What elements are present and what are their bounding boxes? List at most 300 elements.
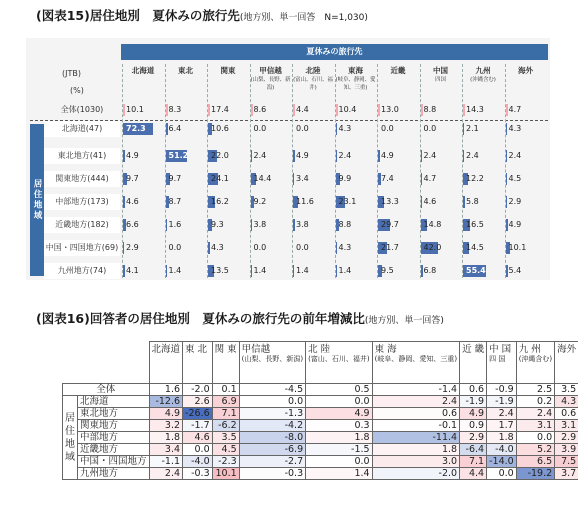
t15-cell bbox=[292, 217, 334, 233]
t15-cell bbox=[165, 194, 207, 210]
percent-unit-label: (%) bbox=[70, 86, 84, 95]
t15-col-header bbox=[505, 64, 547, 96]
t15-value: 9.9 bbox=[338, 174, 352, 183]
t15-col-header-main: 海外 bbox=[518, 66, 533, 75]
t15-cell bbox=[122, 217, 164, 233]
t16-cell: 0.0 bbox=[487, 468, 517, 480]
t15-value: 5.8 bbox=[466, 197, 479, 206]
table15-title-main: (図表15)居住地別 夏休みの旅行先 bbox=[36, 8, 240, 23]
table15-title bbox=[36, 6, 368, 24]
t15-value: 4.9 bbox=[126, 151, 139, 160]
t15-cell bbox=[207, 194, 249, 210]
t16-row bbox=[63, 456, 578, 468]
t15-value: 4.3 bbox=[338, 124, 352, 133]
t15-cell bbox=[377, 240, 419, 256]
t15-value: 2.4 bbox=[338, 151, 352, 160]
t16-row bbox=[63, 432, 578, 444]
t15-value: 6.6 bbox=[126, 220, 139, 229]
t15-cell bbox=[165, 217, 207, 233]
t15-value-bar bbox=[251, 265, 252, 277]
t15-value: 16.2 bbox=[211, 197, 229, 206]
t15-col-header-sub: (岐阜、静岡、愛知、三重) bbox=[335, 77, 376, 91]
t16-cell: 3.5 bbox=[212, 432, 239, 444]
t15-value: 4.3 bbox=[508, 124, 522, 133]
t15-cell bbox=[250, 171, 292, 187]
t16-col-header bbox=[516, 342, 554, 384]
t15-value: 72.3 bbox=[126, 124, 146, 133]
table16-title-main: (図表16)回答者の居住地別 夏休みの旅行先の前年増減比 bbox=[36, 311, 365, 326]
t16-col-header-main: 中 国 bbox=[489, 344, 512, 355]
t15-value: 10.6 bbox=[211, 124, 229, 133]
t16-cell: 0.1 bbox=[212, 384, 239, 396]
t15-cell bbox=[250, 217, 292, 233]
t16-row-label: 東北地方 bbox=[78, 408, 150, 420]
t16-col-header bbox=[555, 342, 578, 384]
t15-cell bbox=[420, 121, 462, 137]
t15-cell bbox=[505, 148, 547, 164]
t16-col-header bbox=[239, 342, 305, 384]
t15-value-bar bbox=[123, 150, 125, 162]
t16-cell: 7.1 bbox=[212, 408, 239, 420]
t15-value: 11.6 bbox=[296, 197, 314, 206]
t15-cell bbox=[292, 148, 334, 164]
t16-cell: -6.2 bbox=[212, 420, 239, 432]
t15-value: 17.4 bbox=[211, 105, 229, 114]
t16-row bbox=[63, 384, 578, 396]
t16-corner bbox=[63, 342, 150, 384]
t15-cell bbox=[505, 217, 547, 233]
t15-cell bbox=[420, 263, 462, 279]
t15-value-bar bbox=[463, 150, 464, 162]
t16-cell: 0.3 bbox=[306, 420, 372, 432]
t16-cell: 10.1 bbox=[212, 468, 239, 480]
t16-col-header-main: 甲信越 bbox=[241, 344, 271, 355]
t15-col-header bbox=[165, 64, 207, 96]
t15-cell bbox=[462, 121, 504, 137]
t15-value: 7.4 bbox=[381, 174, 394, 183]
t16-col-header bbox=[212, 342, 239, 384]
t15-value: 3.8 bbox=[253, 220, 267, 229]
t16-cell: 0.9 bbox=[460, 420, 487, 432]
t15-col-header-main: 北海道 bbox=[131, 66, 155, 75]
t15-cell bbox=[377, 194, 419, 210]
t15-value: 22.0 bbox=[211, 151, 229, 160]
t16-cell: 1.8 bbox=[306, 432, 372, 444]
t15-value: 51.2 bbox=[168, 151, 189, 160]
t15-value-bar bbox=[463, 123, 464, 135]
t16-cell: -0.3 bbox=[183, 468, 213, 480]
t16-cell: 1.8 bbox=[372, 444, 459, 456]
t16-col-header-main: 北海道 bbox=[151, 344, 181, 355]
t16-group-label: 居 住 地 域 bbox=[63, 396, 78, 480]
t16-cell: -1.9 bbox=[487, 396, 517, 408]
t15-value: 2.9 bbox=[508, 197, 522, 206]
t15-value: 14.3 bbox=[466, 105, 484, 114]
t15-value-bar bbox=[293, 219, 295, 231]
t15-value: 29.7 bbox=[381, 220, 399, 229]
t15-cell bbox=[505, 240, 547, 256]
t15-cell bbox=[292, 194, 334, 210]
t15-value: 10.1 bbox=[126, 105, 144, 114]
t15-cell bbox=[122, 171, 164, 187]
t15-col-header-main: 甲信越 bbox=[259, 66, 282, 75]
t16-cell: 2.4 bbox=[372, 396, 459, 408]
t16-row-label: 全体 bbox=[63, 384, 150, 396]
t15-value: 4.3 bbox=[338, 243, 352, 252]
t15-cell bbox=[250, 240, 292, 256]
t16-cell: 6.9 bbox=[212, 396, 239, 408]
t15-value: 1.4 bbox=[296, 266, 309, 275]
t16-col-header-sub: 四 国 bbox=[489, 355, 506, 363]
t15-cell bbox=[505, 171, 547, 187]
t16-row bbox=[63, 420, 578, 432]
table16-title bbox=[36, 309, 444, 327]
t15-value: 4.3 bbox=[211, 243, 224, 252]
t15-col-header-sub: (沖縄含む) bbox=[470, 77, 496, 83]
t16-cell: 1.4 bbox=[306, 468, 372, 480]
t15-value-bar bbox=[123, 242, 124, 254]
t15-value-bar bbox=[506, 104, 508, 116]
destination-band-header: 夏休みの旅行先 bbox=[121, 44, 548, 60]
t15-value: 4.9 bbox=[296, 151, 309, 160]
t15-cell bbox=[207, 171, 249, 187]
t16-cell: -6.9 bbox=[239, 444, 305, 456]
t16-cell: 4.9 bbox=[306, 408, 372, 420]
t15-value: 2.4 bbox=[466, 151, 479, 160]
t15-value: 2.4 bbox=[253, 151, 267, 160]
t15-value: 6.4 bbox=[168, 124, 182, 133]
table16-title-sub: (地方別、単一回答) bbox=[364, 316, 444, 326]
t16-col-header-sub: (富山、石川、福井) bbox=[308, 355, 370, 363]
t15-cell bbox=[462, 240, 504, 256]
t15-value-bar bbox=[336, 150, 337, 162]
t15-value-bar bbox=[506, 196, 507, 208]
t15-col-header bbox=[335, 64, 377, 96]
t15-cell bbox=[420, 148, 462, 164]
t15-cell bbox=[250, 263, 292, 279]
t16-cell: 1.6 bbox=[149, 384, 183, 396]
table15-panel bbox=[26, 38, 550, 280]
t15-value: 2.4 bbox=[423, 151, 437, 160]
t15-value: 14.8 bbox=[423, 220, 442, 229]
jtb-label: (JTB) bbox=[62, 69, 81, 78]
t15-col-header-sub: (富山、石川、福井) bbox=[293, 77, 333, 91]
t16-cell: -4.0 bbox=[487, 444, 517, 456]
t15-value: 2.9 bbox=[126, 243, 139, 252]
t15-row-label: 中部地方(173) bbox=[44, 194, 120, 210]
t16-col-header-main: 海外 bbox=[557, 344, 577, 355]
t16-col-header-sub: (沖縄含む) bbox=[518, 355, 553, 363]
t16-col-header-main: 関 東 bbox=[214, 344, 237, 355]
t15-col-header-sub: 四国 bbox=[435, 77, 446, 83]
t16-col-header-main: 東 海 bbox=[374, 344, 397, 355]
t16-col-header-main: 近 畿 bbox=[462, 344, 485, 355]
t15-cell bbox=[505, 263, 547, 279]
t16-cell: 2.4 bbox=[487, 408, 517, 420]
t15-col-header-main: 東海 bbox=[348, 66, 363, 75]
t16-cell: 4.5 bbox=[212, 444, 239, 456]
t15-value: 4.9 bbox=[381, 151, 394, 160]
t15-cell bbox=[335, 240, 377, 256]
t16-row-label: 関東地方 bbox=[78, 420, 150, 432]
t15-value: 9.7 bbox=[168, 174, 182, 183]
t16-col-header-main: 東 北 bbox=[185, 344, 208, 355]
t15-value-bar bbox=[336, 265, 337, 277]
t16-cell: -26.6 bbox=[183, 408, 213, 420]
t16-cell: 2.4 bbox=[516, 408, 554, 420]
t15-value: 4.1 bbox=[126, 266, 139, 275]
t15-cell bbox=[207, 240, 249, 256]
t15-col-header bbox=[122, 64, 164, 96]
t15-col-header bbox=[377, 64, 419, 96]
t16-cell: 3.2 bbox=[149, 420, 183, 432]
t15-value-bar bbox=[123, 196, 125, 208]
t15-cell bbox=[292, 121, 334, 137]
t16-cell: 0.0 bbox=[183, 444, 213, 456]
yoy-change-table bbox=[62, 341, 578, 480]
t16-cell: -1.1 bbox=[149, 456, 183, 468]
t15-cell bbox=[165, 240, 207, 256]
t15-value-bar bbox=[166, 104, 168, 116]
t15-cell bbox=[207, 148, 249, 164]
t15-cell bbox=[292, 240, 334, 256]
t15-cell bbox=[505, 194, 547, 210]
t16-cell: 0.6 bbox=[372, 408, 459, 420]
t15-cell bbox=[462, 217, 504, 233]
t15-value-bar bbox=[251, 219, 253, 231]
t15-value-bar bbox=[463, 104, 465, 116]
t15-cell bbox=[335, 217, 377, 233]
t15-value-bar bbox=[506, 123, 508, 135]
t15-cell bbox=[335, 102, 377, 118]
t16-cell: 0.0 bbox=[306, 396, 372, 408]
t15-value-bar bbox=[421, 196, 423, 208]
t15-row-label: 中国・四国地方(69) bbox=[44, 240, 120, 256]
t15-cell bbox=[250, 148, 292, 164]
t16-col-header-main: 九 州 bbox=[518, 344, 541, 355]
t15-value: 0.0 bbox=[296, 243, 309, 252]
t15-value-bar bbox=[336, 104, 338, 116]
t15-cell bbox=[122, 194, 164, 210]
t16-cell: -1.4 bbox=[372, 384, 459, 396]
t15-cell bbox=[377, 171, 419, 187]
t15-value-bar bbox=[208, 242, 210, 254]
t15-value: 0.0 bbox=[168, 243, 182, 252]
t16-cell: 7.5 bbox=[555, 456, 578, 468]
t15-value: 8.7 bbox=[168, 197, 182, 206]
t16-cell: 3.4 bbox=[149, 444, 183, 456]
t15-value: 21.7 bbox=[381, 243, 399, 252]
t16-cell: 2.9 bbox=[555, 432, 578, 444]
t16-cell: -2.7 bbox=[239, 456, 305, 468]
t15-value: 1.6 bbox=[168, 220, 182, 229]
t15-value: 2.4 bbox=[508, 151, 522, 160]
t15-cell bbox=[462, 171, 504, 187]
t16-cell: 1.7 bbox=[487, 420, 517, 432]
t15-cell bbox=[335, 194, 377, 210]
t15-cell bbox=[122, 263, 164, 279]
t15-value-bar bbox=[506, 173, 508, 185]
t15-value: 0.0 bbox=[423, 124, 437, 133]
t15-cell bbox=[207, 121, 249, 137]
t15-cell bbox=[122, 102, 164, 118]
t16-cell: -11.4 bbox=[372, 432, 459, 444]
t15-value: 23.1 bbox=[338, 197, 357, 206]
t15-value: 42.0 bbox=[423, 243, 442, 252]
t16-cell: -8.0 bbox=[239, 432, 305, 444]
t15-value: 8.6 bbox=[253, 105, 267, 114]
t15-cell bbox=[292, 171, 334, 187]
t15-cell bbox=[207, 217, 249, 233]
t15-cell bbox=[335, 148, 377, 164]
t15-value: 9.3 bbox=[211, 220, 224, 229]
t15-cell bbox=[420, 217, 462, 233]
t15-cell bbox=[292, 102, 334, 118]
t15-value-bar bbox=[123, 104, 125, 116]
t15-cell bbox=[377, 263, 419, 279]
t15-value-bar bbox=[336, 242, 338, 254]
t15-col-header bbox=[250, 64, 292, 96]
t16-col-header bbox=[487, 342, 517, 384]
t16-cell: -12.6 bbox=[149, 396, 183, 408]
t15-cell bbox=[377, 102, 419, 118]
t15-cell bbox=[462, 263, 504, 279]
t15-cell bbox=[250, 102, 292, 118]
t15-value-bar bbox=[421, 173, 423, 185]
t15-cell bbox=[292, 263, 334, 279]
t16-row bbox=[63, 396, 578, 408]
t16-cell: 3.5 bbox=[555, 384, 578, 396]
t15-row-label: 近畿地方(182) bbox=[44, 217, 120, 233]
t15-value: 10.1 bbox=[508, 243, 527, 252]
residence-region-group-label: 居住地域 bbox=[30, 124, 44, 276]
t16-cell: -14.0 bbox=[487, 456, 517, 468]
t15-value: 10.4 bbox=[338, 105, 357, 114]
t15-value-bar bbox=[506, 150, 507, 162]
t15-value-bar bbox=[378, 104, 380, 116]
t15-col-header-main: 東北 bbox=[178, 66, 193, 75]
t15-value: 14.4 bbox=[253, 174, 272, 183]
t16-col-header bbox=[149, 342, 183, 384]
t15-value: 55.4 bbox=[466, 266, 486, 275]
t15-col-header bbox=[207, 64, 249, 96]
t16-cell: 3.1 bbox=[516, 420, 554, 432]
t15-value: 4.9 bbox=[508, 220, 522, 229]
t15-col-header-main: 近畿 bbox=[390, 66, 406, 75]
t15-value: 1.4 bbox=[253, 266, 267, 275]
t15-col-header bbox=[420, 64, 462, 96]
t15-value: 13.0 bbox=[381, 105, 399, 114]
t15-value-bar bbox=[336, 123, 338, 135]
t16-cell: 3.9 bbox=[555, 444, 578, 456]
t15-value-bar bbox=[166, 219, 167, 231]
t15-value: 13.5 bbox=[211, 266, 229, 275]
t16-row-label: 北海道 bbox=[78, 396, 150, 408]
t15-row-label: 全体(1030) bbox=[60, 105, 104, 114]
t16-cell: 1.8 bbox=[487, 432, 517, 444]
t15-value: 1.4 bbox=[168, 266, 182, 275]
t16-row bbox=[63, 468, 578, 480]
t15-value: 16.5 bbox=[466, 220, 484, 229]
t16-cell: -4.5 bbox=[239, 384, 305, 396]
t16-cell: -0.9 bbox=[487, 384, 517, 396]
t16-col-header bbox=[372, 342, 459, 384]
t16-cell: 0.0 bbox=[306, 456, 372, 468]
t15-value: 0.0 bbox=[253, 243, 267, 252]
t15-cell bbox=[335, 121, 377, 137]
t15-value: 13.3 bbox=[381, 197, 399, 206]
t15-cell bbox=[165, 121, 207, 137]
t15-value-bar bbox=[251, 150, 252, 162]
t15-cell bbox=[250, 121, 292, 137]
t16-row-label: 九州地方 bbox=[78, 468, 150, 480]
t16-cell: -0.3 bbox=[239, 468, 305, 480]
t16-cell: 0.6 bbox=[555, 408, 578, 420]
t16-cell: 5.2 bbox=[516, 444, 554, 456]
t15-col-header-sub: (山梨、長野、新潟) bbox=[250, 77, 291, 91]
t15-value-bar bbox=[506, 219, 508, 231]
t15-value-bar bbox=[421, 104, 423, 116]
t16-cell: 6.5 bbox=[516, 456, 554, 468]
t15-cell bbox=[462, 148, 504, 164]
t15-value: 5.4 bbox=[508, 266, 522, 275]
t16-col-header-sub: (山梨、長野、新潟) bbox=[241, 355, 304, 363]
t15-value: 2.1 bbox=[466, 124, 479, 133]
t16-cell: 4.4 bbox=[460, 468, 487, 480]
t16-cell: 3.1 bbox=[555, 420, 578, 432]
t15-value: 4.5 bbox=[508, 174, 522, 183]
t15-value: 4.6 bbox=[126, 197, 139, 206]
t16-cell: 4.9 bbox=[149, 408, 183, 420]
t15-col-header-main: 九州 bbox=[475, 66, 491, 75]
t16-row bbox=[63, 408, 578, 420]
t15-value: 1.4 bbox=[338, 266, 352, 275]
t15-value: 4.7 bbox=[508, 105, 522, 114]
t16-cell: -2.0 bbox=[183, 384, 213, 396]
t16-cell: -4.0 bbox=[183, 456, 213, 468]
t15-cell bbox=[335, 171, 377, 187]
t16-cell: 2.9 bbox=[460, 432, 487, 444]
t16-row-label: 中国・四国地方 bbox=[78, 456, 150, 468]
t15-cell bbox=[122, 148, 164, 164]
t15-cell bbox=[122, 240, 164, 256]
t16-cell: 7.1 bbox=[460, 456, 487, 468]
t16-cell: 4.3 bbox=[555, 396, 578, 408]
t16-cell: 0.5 bbox=[306, 384, 372, 396]
t15-cell bbox=[165, 102, 207, 118]
t16-cell: 3.7 bbox=[555, 468, 578, 480]
t15-cell bbox=[207, 102, 249, 118]
t15-value: 3.4 bbox=[296, 174, 309, 183]
t15-value: 9.7 bbox=[126, 174, 139, 183]
table16-panel bbox=[62, 341, 578, 480]
t15-value-bar bbox=[293, 265, 294, 277]
t15-value: 0.0 bbox=[296, 124, 309, 133]
t16-cell: 0.0 bbox=[239, 396, 305, 408]
table15-title-sub: (地方別、単一回答 N=1,030) bbox=[239, 13, 368, 23]
t16-cell: 2.5 bbox=[516, 384, 554, 396]
t15-cell bbox=[165, 171, 207, 187]
t16-cell: 4.9 bbox=[460, 408, 487, 420]
t15-value-bar bbox=[251, 104, 253, 116]
t15-value-bar bbox=[378, 150, 380, 162]
t15-value: 9.5 bbox=[381, 266, 394, 275]
t15-value-bar bbox=[293, 173, 294, 185]
t15-cell bbox=[505, 102, 547, 118]
t15-value: 12.2 bbox=[466, 174, 484, 183]
t15-cell bbox=[420, 240, 462, 256]
t15-value: 9.2 bbox=[253, 197, 267, 206]
